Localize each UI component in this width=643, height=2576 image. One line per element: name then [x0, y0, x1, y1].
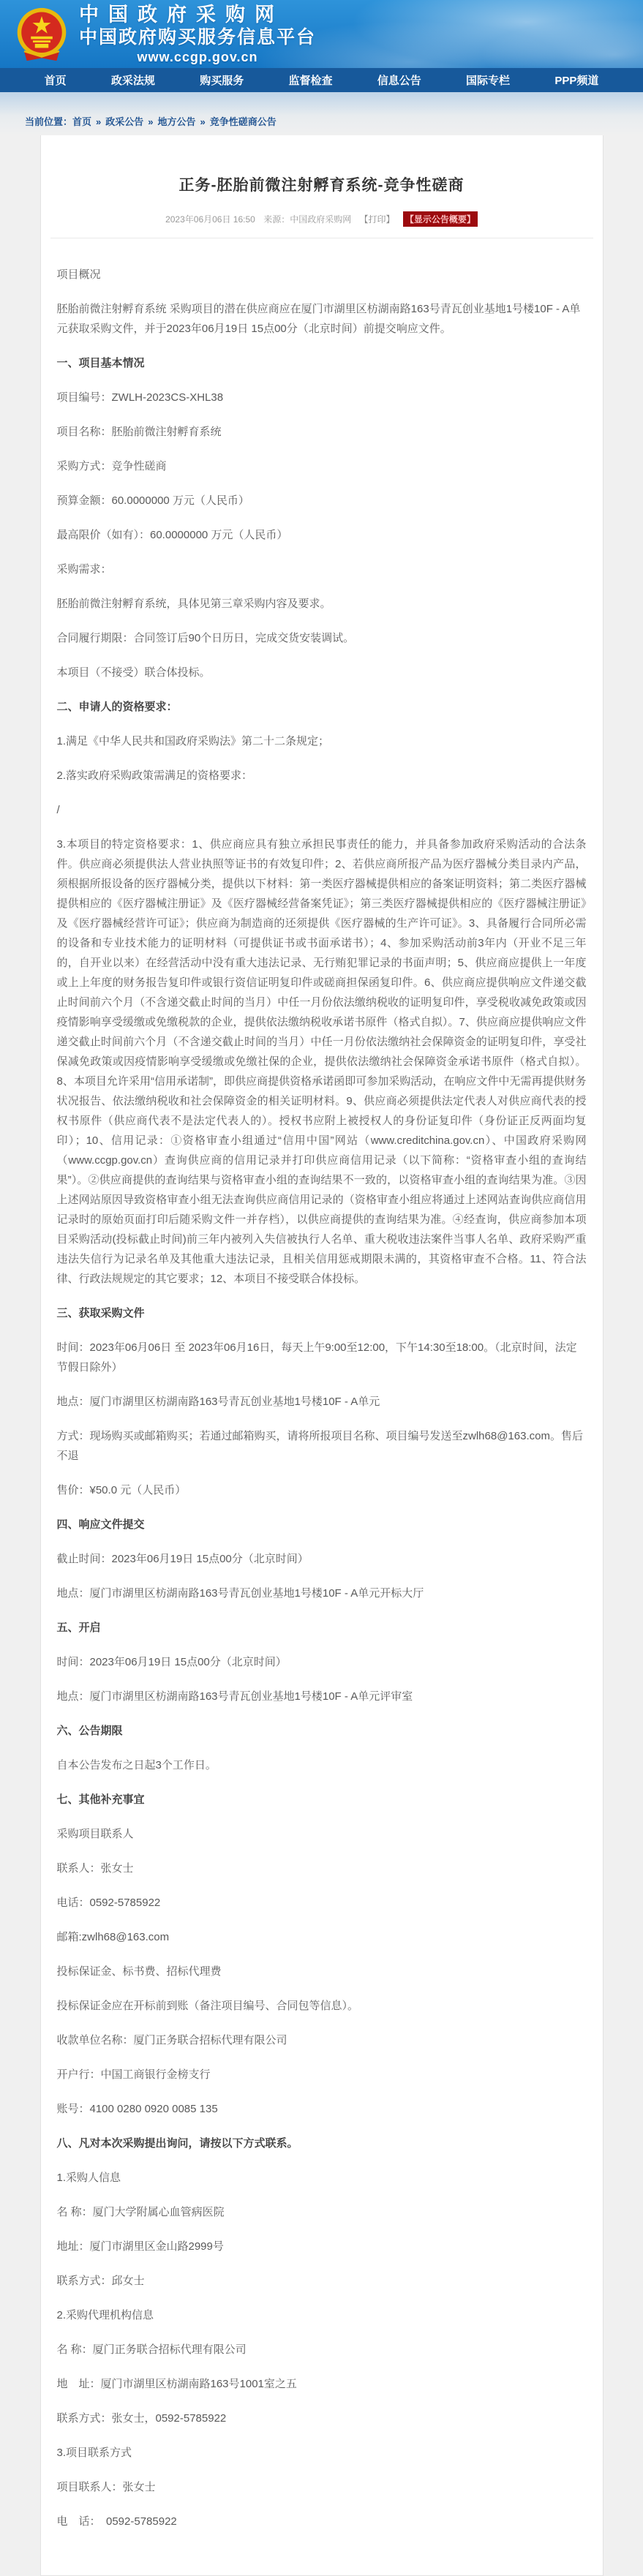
article-paragraph: 投标保证金、标书费、招标代理费	[56, 1965, 222, 1978]
article-paragraph: 自本公告发布之日起3个工作日。	[56, 1759, 217, 1771]
section-heading: 三、获取采购文件	[56, 1307, 145, 1319]
article-paragraph: 电 话： 0592-5785922	[56, 2515, 177, 2528]
article-paragraph: 售价：¥50.0 元（人民币）	[56, 1484, 187, 1496]
page-title: 正务-胚胎前微注射孵育系统-竞争性磋商	[178, 177, 465, 194]
article-paragraph: /	[56, 804, 60, 816]
article-paragraph: 收款单位名称：厦门正务联合招标代理有限公司	[56, 2034, 287, 2046]
nav-item-监督检查[interactable]: 监督检查	[288, 75, 333, 87]
print-button[interactable]: 【打印】	[359, 214, 395, 225]
section-heading: 二、申请人的资格要求：	[56, 701, 178, 713]
section-heading: 七、其他补充事宜	[56, 1793, 145, 1806]
article-paragraph: 项目联系人：张女士	[56, 2481, 156, 2493]
article-paragraph: 截止时间：2023年06月19日 15点00分（北京时间）	[56, 1553, 309, 1565]
article-paragraph: 最高限价（如有）：60.0000000 万元（人民币）	[56, 529, 288, 541]
article-paragraph: 投标保证金应在开标前到账（备注项目编号、合同包等信息）。	[56, 2000, 359, 2012]
article-paragraph: 方式：现场购买或邮箱购买；若通过邮箱购买，请将所报项目名称、项目编号发送至zwlh68@163.com。售后不退	[56, 1430, 583, 1462]
article-paragraph: 采购方式：竞争性磋商	[56, 460, 167, 472]
breadcrumb-link[interactable]: 政采公告	[105, 116, 144, 127]
article-body	[41, 238, 603, 2575]
article-paragraph: 电话：0592-5785922	[56, 1897, 161, 1909]
article-paragraph: 联系方式：邱女士	[56, 2275, 145, 2287]
breadcrumb-separator: »	[148, 116, 154, 127]
site-url: www.ccgp.gov.cn	[137, 49, 258, 64]
breadcrumb-separator: »	[96, 116, 102, 127]
section-heading: 一、项目基本情况	[56, 357, 145, 369]
article-paragraph: 联系人：张女士	[56, 1862, 134, 1875]
article-paragraph: 名 称：厦门大学附属心血管病医院	[56, 2206, 225, 2218]
article-meta	[41, 211, 603, 227]
article-paragraph: 1.满足《中华人民共和国政府采购法》第二十二条规定；	[56, 735, 330, 747]
breadcrumb-strip	[0, 92, 643, 135]
article-paragraph: 开户行：中国工商银行金榜支行	[56, 2068, 211, 2081]
nav-item-信息公告[interactable]: 信息公告	[377, 75, 421, 87]
section-heading: 八、凡对本次采购提出询问，请按以下方式联系。	[56, 2137, 298, 2150]
breadcrumb	[25, 114, 643, 128]
article-paragraph: 地点：厦门市湖里区枋湖南路163号青瓦创业基地1号楼10F - A单元	[56, 1396, 380, 1408]
section-heading: 五、开启	[56, 1622, 101, 1634]
article-paragraph: 胚胎前微注射孵育系统 采购项目的潜在供应商应在厦门市湖里区枋湖南路163号青瓦创业基地1号楼10F - A单元获取采购文件，并于2023年06月19日 15点00分（北京时间）前提交响应文件。	[56, 303, 581, 335]
site-header	[0, 0, 643, 68]
breadcrumb-link[interactable]: 竞争性磋商公告	[209, 116, 277, 127]
nav-item-PPP频道[interactable]: PPP频道	[554, 75, 599, 87]
article-paragraph: 时间：2023年06月06日 至 2023年06月16日，每天上午9:00至12:00，下午14:30至18:00。（北京时间，法定节假日除外）	[56, 1341, 577, 1374]
article-paragraph: 合同履行期限：合同签订后90个日历日，完成交货安装调试。	[56, 632, 355, 644]
article-paragraph: 3.本项目的特定资格要求：1、供应商应具有独立承担民事责任的能力，并具备参加政府采购活动的合法条件。供应商必须提供法人营业执照等证书的有效复印件；2、若供应商所报产品为医疗器械分类目录内产品，须根据所报设备的医疗器械分类，提供以下材料：第一类医疗器械提供相应的备案证明资料；第二类医疗器械提供相应的《医疗器械注册证》及《医疗器械经营备案凭证》；第三类医疗器械提供相应的《医疗器械注册证》及《医疗器械经营许可证》；供应商为制造商的还须提供《医疗器械的生产许可证》。3、具备履行合同所必需的设备和专业技术能力的证明材料（可提供证书或书面承诺书）；4、参加采购活动前3年内（开业不足三年的，自开业以来）在经营活动中没有重大违法记录、无行贿犯罪记录的书面声明；5、供应商应提供上一年度或上上年度的财务报告复印件或银行资信证明复印件或磋商担保函复印件。6、供应商应提供响应文件递交截止时间前六个月（不含递交截止时间的当月）中任一月份依法缴纳税收的证明复印件，享受税收减免政策或因疫情影响享受缓缴或免缴税款的企业，提供依法缴纳税收承诺书原件（格式自拟）。7、供应商应提供响应文件递交截止时间前六个月（不含递交截止时间的当月）中任一月份依法缴纳社会保障资金的证明复印件，享受社保减免政策或因疫情影响享受缓缴或免缴社保的企业，提供依法缴纳社会保障资金承诺书原件（格式自拟）。8、本项目允许采用“信用承诺制”，即供应商提供资格承诺函即可参加采购活动，在响应文件中无需再提供财务状况报告、依法缴纳税收和社会保障资金的相关证明材料。9、供应商必须提供法定代表人对供应商代表的授权书原件（供应商代表不是法定代表人的）。授权书应附上被授权人的身份证复印件（身份证正反两面均复印）；10、信用记录：①资格审查小组通过“信用中国”网站（www.creditchina.gov.cn）、中国政府采购网（www.ccgp.gov.cn）查询供应商的信用记录并打印供应商信用记录（以下简称：“资格审查小组的查询结果”）。②供应商提供的查询结果与资格审查小组的查询结果不一致的，以资格审查小组的查询结果为准。③因上述网站原因导致资格审查小组无法查询供应商信用记录的（资格审查小组应将通过上述网站查询供应商信用记录时的原始页面打印后随采购文件一并存档），以供应商提供的查询结果为准。④经查询，供应商参加本项目采购活动(投标截止时间)前三年内被列入失信被执行人名单、重大税收违法案件当事人名单、政府采购严重违法失信行为记录名单及其他重大违法记录，且相关信用惩戒期限未满的，其资格审查不合格。11、符合法律、行政法规规定的其它要求；12、本项目不接受联合体投标。	[56, 838, 587, 1285]
main-nav	[0, 68, 643, 92]
show-summary-button[interactable]: 【显示公告概要】	[403, 211, 478, 227]
article-paragraph: 邮箱:zwlh68@163.com	[56, 1931, 170, 1943]
nav-item-国际专栏[interactable]: 国际专栏	[466, 75, 511, 87]
content-card	[40, 135, 603, 2576]
national-emblem-icon	[15, 7, 69, 62]
article-paragraph: 胚胎前微注射孵育系统，具体见第三章采购内容及要求。	[56, 598, 331, 610]
article-paragraph: 项目名称：胚胎前微注射孵育系统	[56, 426, 222, 438]
article-paragraph: 地址：厦门市湖里区金山路2999号	[56, 2240, 224, 2253]
article-paragraph: 3.项目联系方式	[56, 2447, 132, 2459]
article-paragraph: 名 称：厦门正务联合招标代理有限公司	[56, 2343, 247, 2356]
breadcrumb-link[interactable]: 地方公告	[157, 116, 196, 127]
article-paragraph: 时间：2023年06月19日 15点00分（北京时间）	[56, 1656, 287, 1668]
article-paragraph: 联系方式：张女士，0592-5785922	[56, 2412, 227, 2425]
site-subtitle: 中国政府购买服务信息平台	[79, 26, 317, 48]
article-paragraph: 采购项目联系人	[56, 1828, 134, 1840]
section-heading: 六、公告期限	[56, 1725, 123, 1737]
article-paragraph: 地点：厦门市湖里区枋湖南路163号青瓦创业基地1号楼10F - A单元开标大厅	[56, 1587, 424, 1600]
article-paragraph: 1.采购人信息	[56, 2172, 121, 2184]
nav-item-政采法规[interactable]: 政采法规	[110, 75, 155, 87]
article-paragraph: 2.采购代理机构信息	[56, 2309, 154, 2321]
article-paragraph: 地点：厦门市湖里区枋湖南路163号青瓦创业基地1号楼10F - A单元评审室	[56, 1690, 413, 1703]
nav-item-购买服务[interactable]: 购买服务	[200, 75, 244, 87]
article-paragraph: 预算金额：60.0000000 万元（人民币）	[56, 494, 249, 507]
publish-date: 2023年06月06日 16:50	[165, 214, 255, 225]
article-paragraph: 地 址：厦门市湖里区枋湖南路163号1001室之五	[56, 2378, 297, 2390]
site-title: 中国政府采购网	[79, 3, 284, 26]
article-paragraph: 2.落实政府采购政策需满足的资格要求：	[56, 769, 253, 782]
article-paragraph: 项目概况	[56, 268, 101, 281]
article-paragraph: 采购需求：	[56, 563, 112, 576]
breadcrumb-separator: »	[200, 116, 206, 127]
breadcrumb-link[interactable]: 首页	[72, 116, 92, 127]
breadcrumb-prefix: 当前位置：	[25, 116, 73, 127]
site-logo-text	[79, 5, 316, 64]
source-label: 来源：中国政府采购网	[263, 214, 352, 225]
nav-item-首页[interactable]: 首页	[44, 75, 67, 87]
section-heading: 四、响应文件提交	[56, 1518, 145, 1531]
article-paragraph: 项目编号：ZWLH-2023CS-XHL38	[56, 391, 224, 404]
article-paragraph: 账号：4100 0280 0920 0085 135	[56, 2103, 218, 2115]
article-paragraph: 本项目（不接受）联合体投标。	[56, 666, 211, 679]
